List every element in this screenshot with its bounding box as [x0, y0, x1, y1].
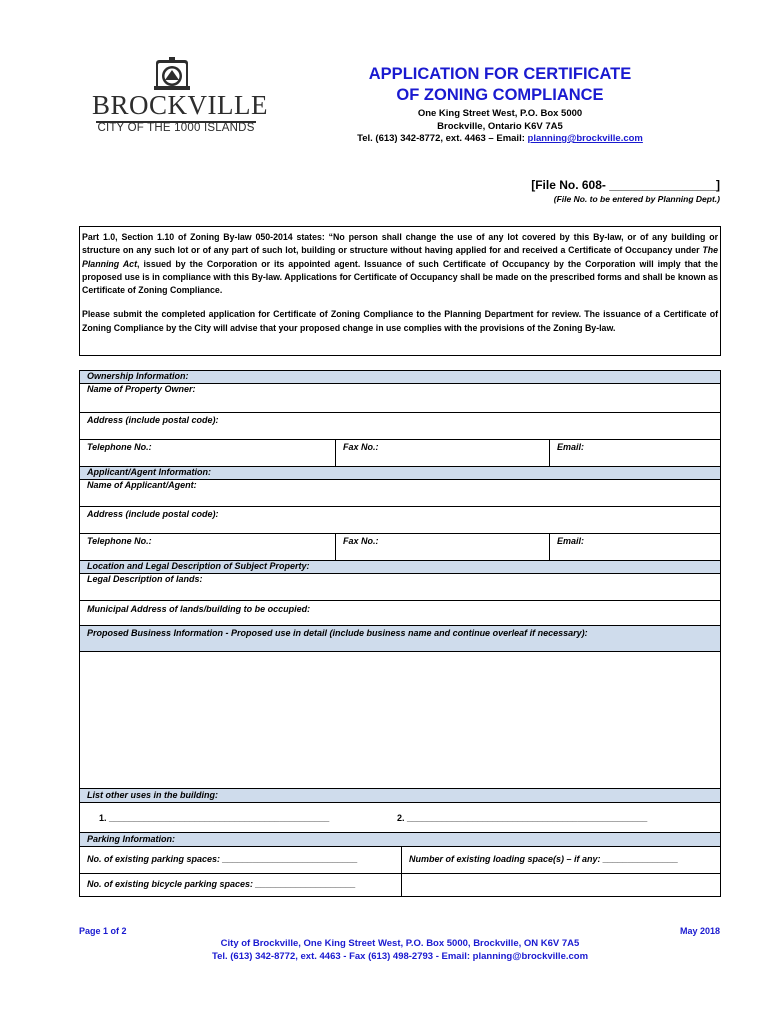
bicycle-parking-label: No. of existing bicycle parking spaces: ____________________ — [87, 879, 356, 889]
owner-phone-label: Telephone No.: — [87, 442, 152, 452]
file-number: [File No. 608- ________________] — [531, 178, 720, 192]
legal-description-field[interactable] — [80, 574, 720, 601]
contact-line — [300, 133, 700, 146]
bylaw-act-name: The Planning Act — [82, 245, 718, 269]
other-use-2-field[interactable]: 2. ________________________________________________ — [397, 813, 648, 823]
owner-fax-field[interactable] — [335, 440, 549, 466]
bylaw-text-b: , issued by the Corporation or its appointed agent. Issuance of such Certificate of Occupancy by the Corporation will imply that the proposed use is in compliance with this By-law. Applications for Certificate of Occupancy shall be made on the prescribed forms and shall be known as Certificate of Zoning Compliance. — [82, 258, 718, 296]
footer-phone-email: Tel. (613) 342-8772, ext. 4463 - Fax (613) 498-2793 - Email: planning@brockville.com — [211, 951, 589, 962]
logo-wordmark: BROCKVILLE — [92, 90, 268, 120]
logo-subtitle: CITY OF THE 1000 ISLANDS — [97, 122, 255, 134]
location-header: Location and Legal Description of Subject Property: — [87, 561, 310, 571]
applicant-phone-field[interactable] — [80, 534, 335, 560]
owner-email-label: Email: — [557, 442, 585, 452]
ownership-header: Ownership Information: — [87, 371, 189, 381]
applicant-address-field[interactable] — [80, 507, 720, 534]
page-number: Page 1 of 2 — [79, 926, 127, 936]
other-use-1-field[interactable]: 1. ____________________________________________ — [99, 813, 330, 823]
location-header-row — [80, 561, 720, 574]
bylaw-notice — [79, 226, 721, 356]
legal-description-label: Legal Description of lands: — [87, 574, 203, 584]
owner-address-label: Address (include postal code): — [87, 415, 219, 425]
title-line-1: APPLICATION FOR CERTIFICATE — [368, 65, 632, 83]
bylaw-text-a: Part 1.0, Section 1.10 of Zoning By-law 050-2014 states: “No person shall change the use of any lot covered by this By-law, or of any building or structure on any such lot or of any part of such lot, building or structure without having applied for and received a Certificate of Occupancy under — [82, 232, 718, 256]
other-uses-row — [80, 803, 720, 833]
business-description-field[interactable] — [80, 652, 720, 789]
applicant-header: Applicant/Agent Information: — [87, 467, 211, 477]
file-number-note: (File No. to be entered by Planning Dept.) — [553, 194, 720, 204]
applicant-name-field[interactable] — [80, 480, 720, 507]
owner-contact-row — [80, 440, 720, 467]
owner-phone-field[interactable] — [80, 440, 335, 466]
business-header: Proposed Business Information - Proposed use in detail (include business name and continue overleaf if necessary): — [87, 628, 588, 638]
other-uses-header-row — [80, 789, 720, 803]
loading-spaces-label: Number of existing loading space(s) – if any: _______________ — [409, 854, 679, 864]
parking-header: Parking Information: — [87, 834, 176, 844]
address-line-1: One King Street West, P.O. Box 5000 — [417, 108, 583, 119]
bylaw-paragraph-1 — [82, 231, 718, 297]
application-form — [79, 370, 721, 897]
owner-name-label: Name of Property Owner: — [87, 384, 196, 394]
owner-email-field[interactable] — [549, 440, 720, 466]
applicant-address-label: Address (include postal code): — [87, 509, 219, 519]
applicant-header-row — [80, 467, 720, 480]
brockville-logo — [92, 56, 268, 138]
loading-spaces-field[interactable] — [401, 847, 720, 873]
applicant-contact-row — [80, 534, 720, 561]
owner-fax-label: Fax No.: — [343, 442, 379, 452]
municipal-address-label: Municipal Address of lands/building to be occupied: — [87, 604, 311, 614]
owner-address-field[interactable] — [80, 413, 720, 440]
other-uses-header: List other uses in the building: — [87, 790, 219, 800]
bicycle-parking-field[interactable] — [80, 874, 402, 896]
email-link[interactable]: planning@brockville.com — [527, 133, 643, 144]
title-line-2: OF ZONING COMPLIANCE — [396, 86, 604, 104]
department-address — [300, 108, 700, 146]
form-date: May 2018 — [679, 926, 720, 936]
municipal-address-field[interactable] — [80, 601, 720, 626]
parking-spaces-field[interactable] — [80, 847, 401, 873]
applicant-fax-label: Fax No.: — [343, 536, 379, 546]
parking-spaces-label: No. of existing parking spaces: ___________________________ — [87, 854, 358, 864]
applicant-email-field[interactable] — [549, 534, 720, 560]
applicant-fax-field[interactable] — [335, 534, 549, 560]
footer-contact — [120, 937, 680, 963]
applicant-phone-label: Telephone No.: — [87, 536, 152, 546]
parking-row — [80, 847, 720, 874]
phone-text: Tel. (613) 342-8772, ext. 4463 – Email: — [357, 133, 528, 144]
footer-address: City of Brockville, One King Street West, P.O. Box 5000, Brockville, ON K6V 7A5 — [220, 938, 580, 949]
bylaw-paragraph-2: Please submit the completed application for Certificate of Zoning Compliance to the Planning Department for review. The issuance of a Certificate of Zoning Compliance by the City will advise that your proposed change in use complies with the provisions of the Zoning By-law. — [82, 309, 718, 333]
owner-name-field[interactable] — [80, 383, 720, 413]
city-crest-icon — [150, 56, 194, 92]
business-header-row — [80, 626, 720, 652]
parking-header-row — [80, 833, 720, 847]
applicant-email-label: Email: — [557, 536, 585, 546]
applicant-name-label: Name of Applicant/Agent: — [87, 480, 197, 490]
form-title — [310, 64, 690, 106]
address-line-2: Brockville, Ontario K6V 7A5 — [437, 120, 563, 132]
